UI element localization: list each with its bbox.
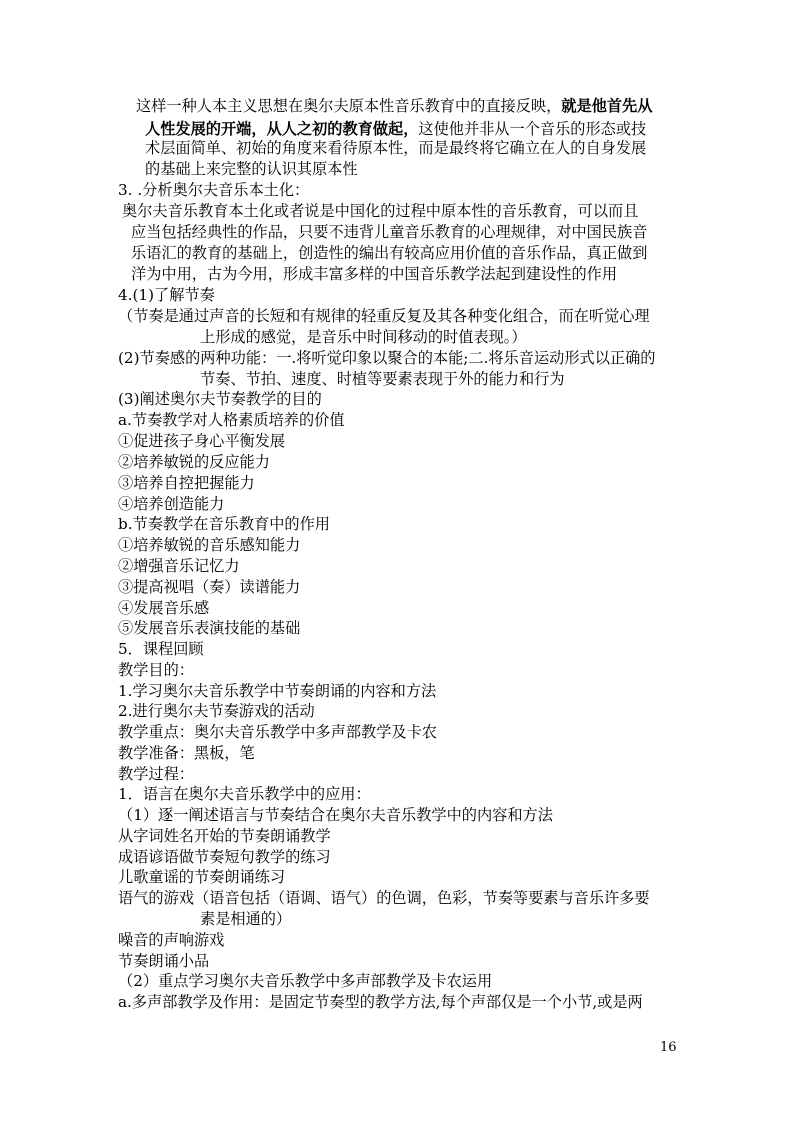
- text-segment: 奥尔夫音乐教育本土化或者说是中国化的过程中原本性的音乐教育，可以而且: [122, 202, 639, 220]
- text-line: [118, 743, 255, 764]
- text-line: [118, 722, 437, 743]
- text-segment: 上形成的感觉，是音乐中时间移动的时值表现。）: [200, 328, 527, 346]
- text-segment: 语气的游戏（语音包括（语调、语气）的色调，色彩，节奏等要素与音乐许多要: [118, 889, 650, 907]
- text-line: [145, 119, 646, 140]
- text-line: [118, 618, 300, 639]
- text-line: [118, 389, 322, 410]
- text-line: [118, 951, 209, 972]
- text-line: [118, 535, 300, 556]
- text-segment: 洋为中用，古为今用，形成丰富多样的中国音乐教学法起到建设性的作用: [131, 265, 617, 283]
- text-line: [118, 180, 309, 201]
- text-line: [118, 826, 331, 847]
- text-segment: （节奏是通过声音的长短和有规律的轻重反复及其各种变化组合，而在听觉心理: [118, 307, 650, 325]
- text-line: [118, 888, 650, 909]
- text-line: [118, 285, 215, 306]
- text-line: [118, 598, 209, 619]
- text-segment: ①培养敏锐的音乐感知能力: [118, 536, 301, 554]
- text-line: [118, 681, 436, 702]
- text-segment: 4.(1)了解节奏: [118, 286, 215, 304]
- text-line: [118, 494, 224, 515]
- text-line: [118, 431, 285, 452]
- text-segment: ③提高视唱（奏）读谱能力: [118, 578, 301, 596]
- text-segment: ①促进孩子身心平衡发展: [118, 432, 286, 450]
- text-line: [118, 971, 492, 992]
- text-line: [118, 639, 204, 660]
- text-segment: ⑤发展音乐表演技能的基础: [118, 619, 301, 637]
- text-segment: 教学过程：: [118, 765, 194, 783]
- text-segment: 3. .分析奥尔夫音乐本土化：: [118, 181, 310, 199]
- text-line: [118, 867, 285, 888]
- text-line: [118, 410, 345, 431]
- text-line: [118, 577, 300, 598]
- text-line: [118, 660, 194, 681]
- text-segment: 噪音的声响游戏: [118, 931, 225, 949]
- text-line: [136, 96, 652, 117]
- text-segment: （2）重点学习奥尔夫音乐教学中多声部教学及卡农运用: [118, 972, 493, 990]
- text-segment: 教学准备：黑板，笔: [118, 744, 255, 762]
- text-segment: a.多声部教学及作用：是固定节奏型的教学方法,每个声部仅是一个小节,或是两: [118, 993, 643, 1011]
- text-segment: 从字词姓名开始的节奏朗诵教学: [118, 827, 331, 845]
- text-segment: 2.进行奥尔夫节奏游戏的活动: [118, 702, 315, 720]
- text-line: [118, 348, 655, 369]
- text-segment: （1）逐一阐述语言与节奏结合在奥尔夫音乐教学中的内容和方法: [118, 806, 553, 824]
- text-segment: 素是相通的）: [200, 910, 292, 928]
- text-segment: 乐语汇的教育的基础上，创造性的编出有较高应用价值的音乐作品，真正做到: [131, 244, 648, 262]
- text-line: [118, 452, 270, 473]
- text-line: [200, 369, 565, 390]
- text-segment: 节奏朗诵小品: [118, 952, 210, 970]
- text-segment: 1．语言在奥尔夫音乐教学中的应用：: [118, 785, 371, 803]
- text-line: [131, 222, 647, 243]
- text-line: [118, 473, 255, 494]
- text-segment: 教学重点：奥尔夫音乐教学中多声部教学及卡农: [118, 723, 437, 741]
- text-segment: ②增强音乐记忆力: [118, 557, 240, 575]
- text-segment: b.节奏教学在音乐教育中的作用: [118, 515, 330, 533]
- text-segment-bold: 人性发展的开端，从人之初的教育做起，: [145, 120, 419, 138]
- text-line: [118, 784, 371, 805]
- text-segment-bold: 就是他首先从: [561, 97, 653, 115]
- text-segment: 5．课程回顾: [118, 640, 204, 658]
- text-line: [131, 243, 647, 264]
- text-segment: 的基础上来完整的认识其原本性: [145, 160, 358, 178]
- text-line: [145, 138, 646, 159]
- text-segment: (2)节奏感的两种功能：一.将听觉印象以聚合的本能;二.将乐音运动形式以正确的: [118, 349, 656, 367]
- text-line: [118, 701, 315, 722]
- text-line: [145, 159, 358, 180]
- text-line: [200, 327, 527, 348]
- text-segment: ③培养自控把握能力: [118, 474, 255, 492]
- text-segment: 这使他并非从一个音乐的形态或技: [418, 120, 647, 138]
- text-segment: 1.学习奥尔夫音乐教学中节奏朗诵的内容和方法: [118, 682, 437, 700]
- text-line: [118, 514, 330, 535]
- text-line: [118, 930, 224, 951]
- text-segment: ④发展音乐感: [118, 599, 210, 617]
- text-line: [118, 992, 643, 1013]
- text-line: [118, 764, 194, 785]
- text-segment: 应当包括经典性的作品，只要不违背儿童音乐教育的心理规律，对中国民族音: [131, 223, 648, 241]
- text-segment: ②培养敏锐的反应能力: [118, 453, 270, 471]
- text-line: [200, 909, 291, 930]
- text-segment: 儿歌童谣的节奏朗诵练习: [118, 868, 286, 886]
- page-number: 16: [660, 1040, 677, 1055]
- text-segment: ④培养创造能力: [118, 495, 225, 513]
- text-segment: 术层面简单、初始的角度来看待原本性，而是最终将它确立在人的自身发展: [145, 139, 647, 157]
- text-segment: (3)阐述奥尔夫节奏教学的目的: [118, 390, 322, 408]
- text-line: [118, 805, 553, 826]
- text-line: [131, 264, 617, 285]
- text-line: [118, 306, 650, 327]
- text-segment: a.节奏教学对人格素质培养的价值: [118, 411, 345, 429]
- text-segment: 节奏、节拍、速度、时植等要素表现于外的能力和行为: [200, 370, 565, 388]
- text-line: [118, 847, 331, 868]
- text-segment: 这样一种人本主义思想在奥尔夫原本性音乐教育中的直接反映，: [136, 97, 562, 115]
- text-segment: 成语谚语做节奏短句教学的练习: [118, 848, 331, 866]
- text-line: [122, 201, 638, 222]
- text-line: [118, 556, 240, 577]
- text-segment: 教学目的：: [118, 661, 194, 679]
